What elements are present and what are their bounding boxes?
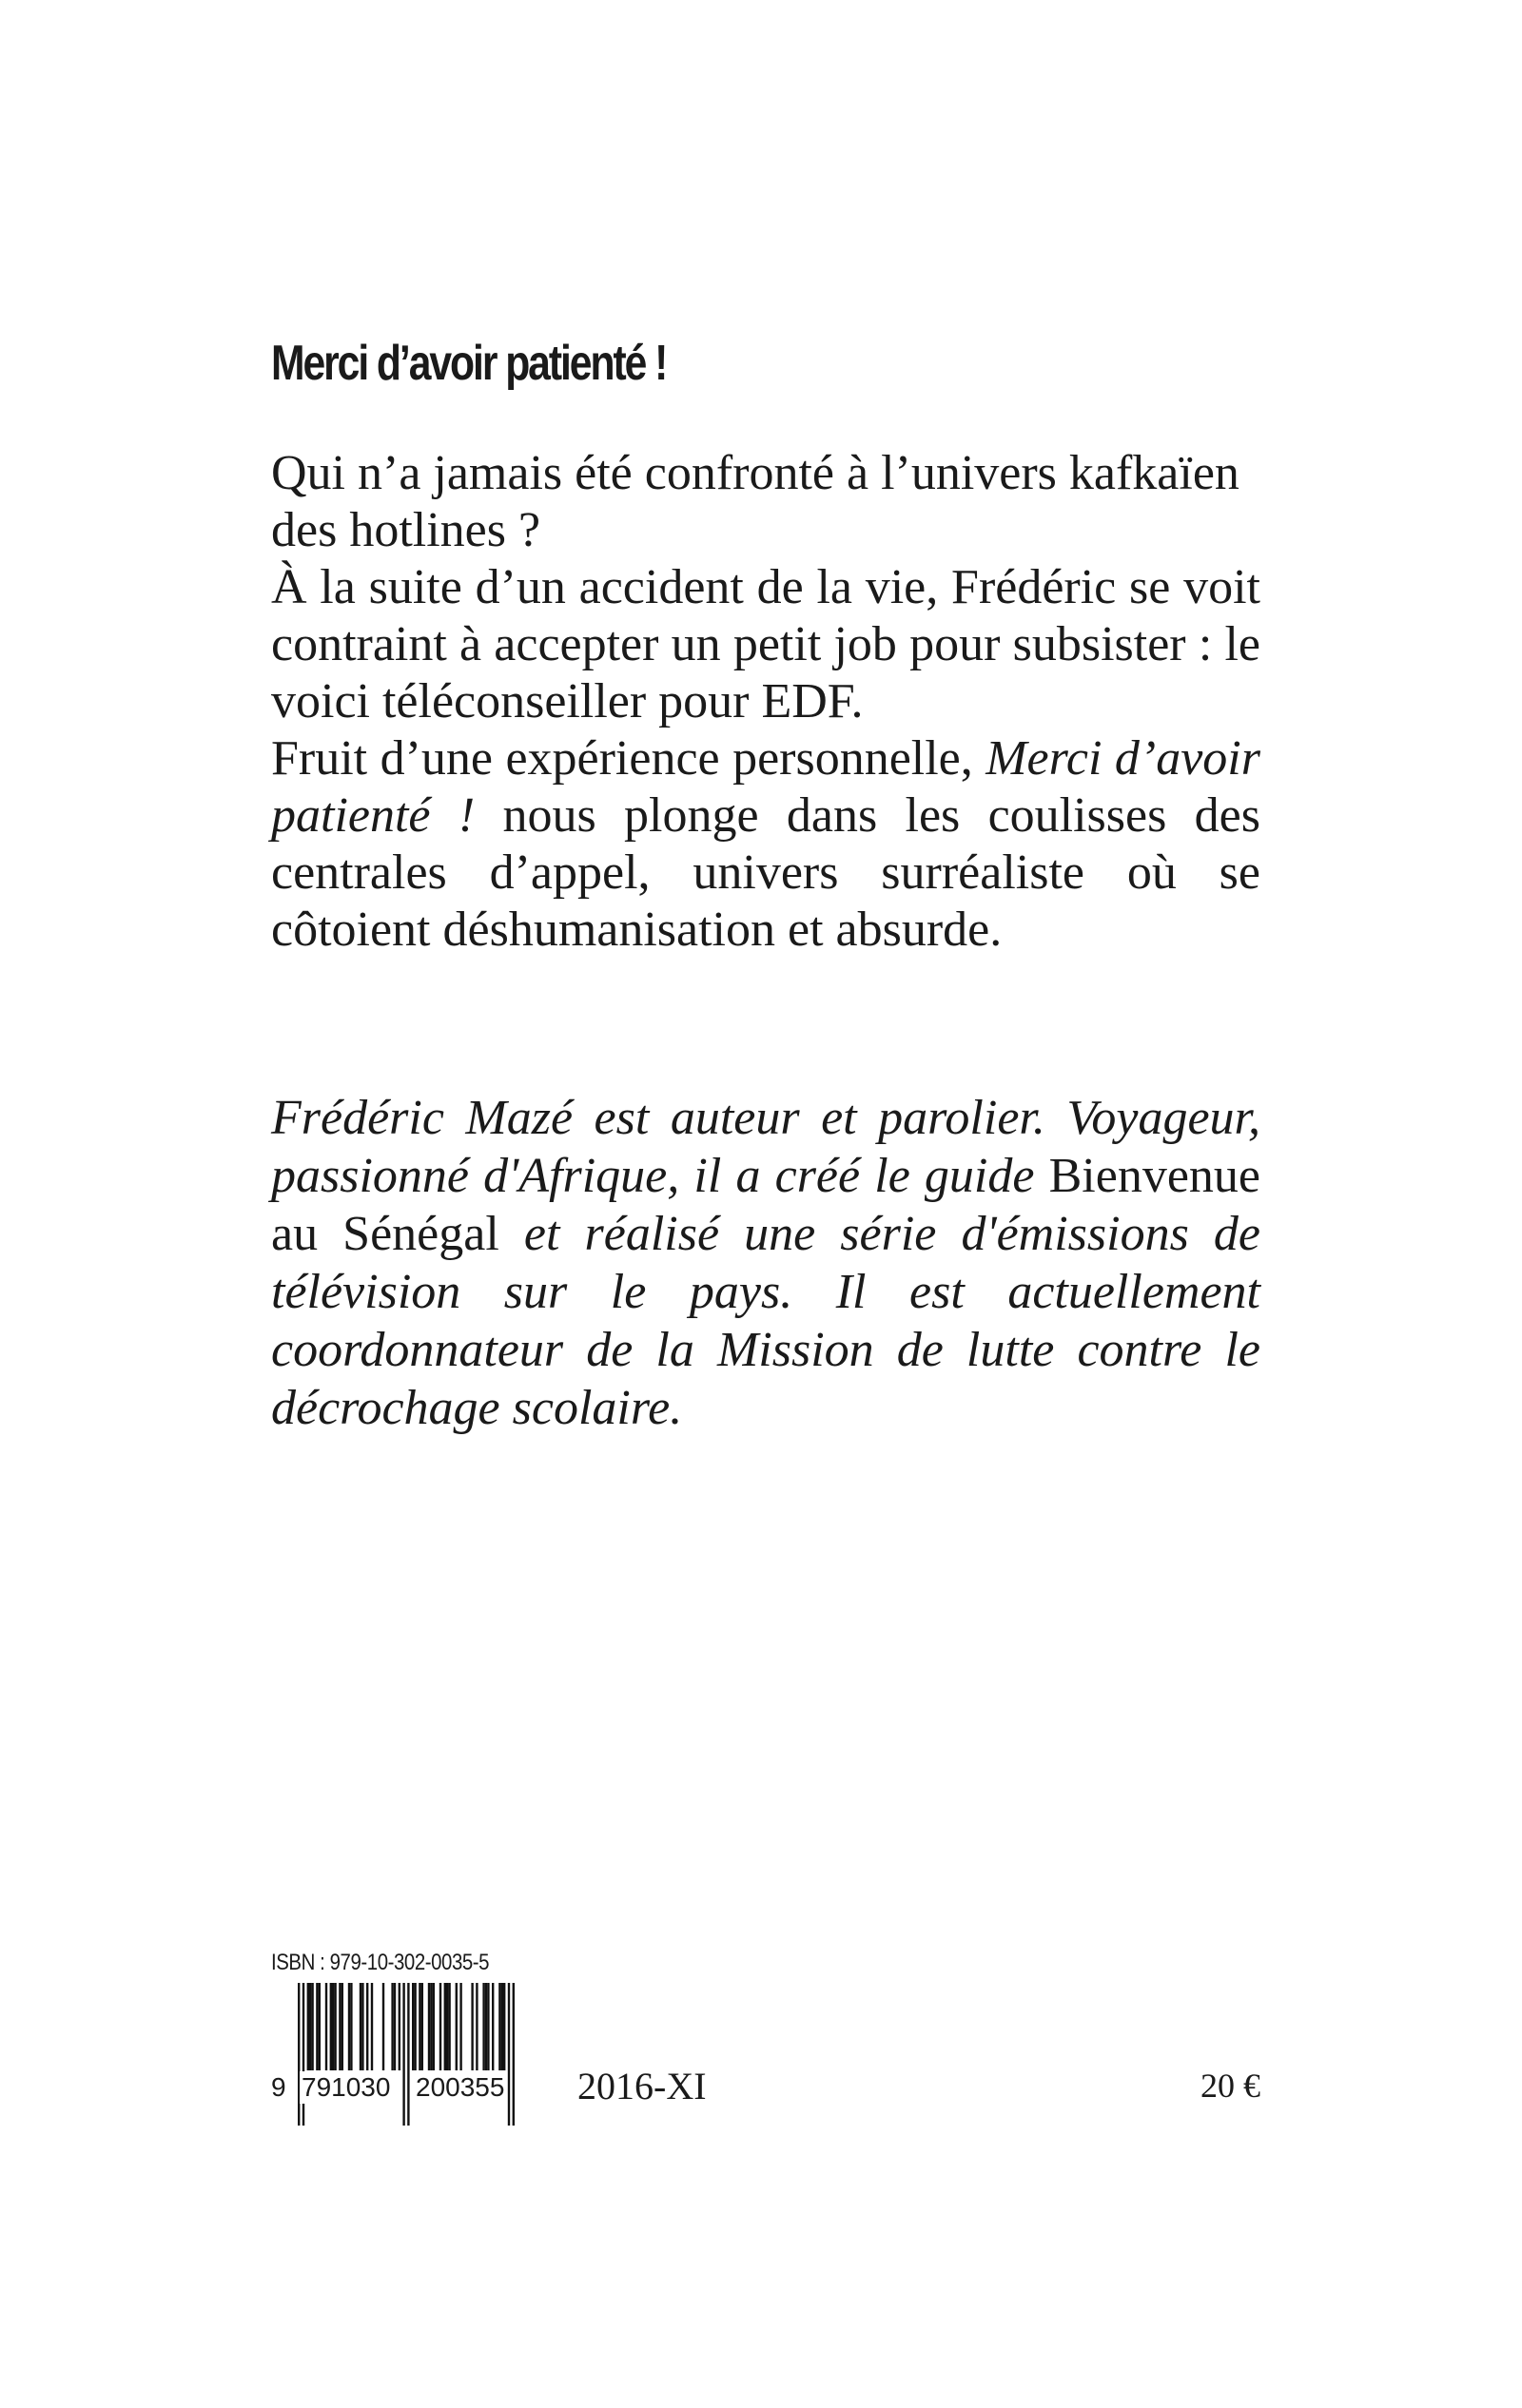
barcode-bar bbox=[366, 1983, 368, 2070]
barcode-bar bbox=[371, 1983, 373, 2070]
barcode-bar bbox=[498, 1983, 500, 2070]
barcode-digits-left: 791030 bbox=[302, 2072, 391, 2102]
barcode-bar bbox=[339, 1983, 341, 2070]
barcode-bar bbox=[402, 1983, 404, 2126]
edition-reference: 2016-XI bbox=[577, 2065, 707, 2107]
barcode-bar bbox=[421, 1983, 423, 2070]
barcode-bar bbox=[325, 1983, 327, 2070]
barcode-bar bbox=[361, 1983, 363, 2070]
barcode-bar bbox=[482, 1983, 484, 2070]
barcode-bar bbox=[302, 1983, 304, 2126]
barcode-bar bbox=[307, 1983, 309, 2070]
isbn-label: ISBN : 979-10-302-0035-5 bbox=[271, 1950, 490, 1975]
barcode bbox=[271, 1983, 528, 2126]
barcode-bar bbox=[407, 1983, 409, 2126]
barcode-bar bbox=[394, 1983, 396, 2070]
barcode-bar bbox=[348, 1983, 350, 2070]
barcode-bar bbox=[471, 1983, 473, 2070]
barcode-bar bbox=[332, 1983, 334, 2070]
barcode-bar bbox=[439, 1983, 441, 2070]
bio-guide-title: Bienvenue au Sénégal bbox=[271, 1149, 1260, 1261]
bio-text: et réalisé une série d'émissions de télévision sur le pays. Il est actuellement coordonnateur de la Mission de lutte contre le décrochage scolaire. bbox=[271, 1207, 1260, 1435]
barcode-bar bbox=[446, 1983, 448, 2070]
barcode-bar bbox=[513, 1983, 515, 2126]
blurb-text: Fruit d’une expérience personnelle, bbox=[271, 731, 986, 786]
barcode-bar bbox=[487, 1983, 489, 2070]
bio-text: Frédéric Mazé est auteur et parolier. Voyageur, passionné d'Afrique, il a créé le guide bbox=[271, 1091, 1260, 1203]
barcode-bar bbox=[309, 1983, 311, 2070]
author-bio bbox=[271, 1089, 1260, 1437]
barcode-bar bbox=[350, 1983, 352, 2070]
barcode-bar bbox=[391, 1983, 393, 2070]
barcode-bar bbox=[444, 1983, 446, 2070]
barcode-bar bbox=[360, 1983, 361, 2070]
blurb-paragraph-3 bbox=[271, 730, 1260, 959]
book-title: Merci d’avoir patienté ! bbox=[271, 336, 667, 391]
blurb-book-title: Merci d’avoir patienté ! bbox=[271, 731, 1260, 843]
barcode-bar bbox=[492, 1983, 494, 2070]
barcode-bar bbox=[311, 1983, 313, 2070]
barcode-bar bbox=[341, 1983, 343, 2070]
barcode-bar bbox=[501, 1983, 503, 2070]
barcode-bar bbox=[412, 1983, 414, 2070]
barcode-bar bbox=[298, 1983, 300, 2126]
barcode-bar bbox=[428, 1983, 430, 2070]
blurb-paragraph-1: Qui n’a jamais été confronté à l’univers kafkaïen des hotlines ? bbox=[271, 446, 1239, 557]
barcode-bar bbox=[399, 1983, 400, 2070]
blurb bbox=[271, 445, 1260, 959]
blurb-text: nous plonge dans les coulisses des centrales d’appel, univers surréaliste où se côtoient déshumanisation et absurde. bbox=[271, 788, 1260, 957]
barcode-bar bbox=[485, 1983, 487, 2070]
blurb-paragraph-2: À la suite d’un accident de la vie, Frédéric se voit contraint à accepter un petit job pour subsister : le voici téléconseiller pour EDF. bbox=[271, 560, 1260, 728]
barcode-digits-right: 200355 bbox=[416, 2072, 505, 2102]
barcode-bar bbox=[459, 1983, 461, 2070]
barcode-bar bbox=[419, 1983, 420, 2070]
barcode-bar bbox=[316, 1983, 318, 2070]
barcode-bar bbox=[430, 1983, 432, 2070]
barcode-bar bbox=[334, 1983, 336, 2070]
barcode-bar bbox=[382, 1983, 384, 2070]
barcode-bar bbox=[456, 1983, 458, 2070]
barcode-bar bbox=[414, 1983, 416, 2070]
price: 20 € bbox=[1200, 2067, 1260, 2105]
barcode-bar bbox=[330, 1983, 332, 2070]
barcode-bar bbox=[448, 1983, 450, 2070]
barcode-bar bbox=[503, 1983, 505, 2070]
barcode-bar bbox=[319, 1983, 321, 2070]
barcode-bar bbox=[476, 1983, 478, 2070]
barcode-bar bbox=[508, 1983, 510, 2126]
barcode-digit-lead: 9 bbox=[271, 2072, 286, 2102]
barcode-bar bbox=[433, 1983, 435, 2070]
